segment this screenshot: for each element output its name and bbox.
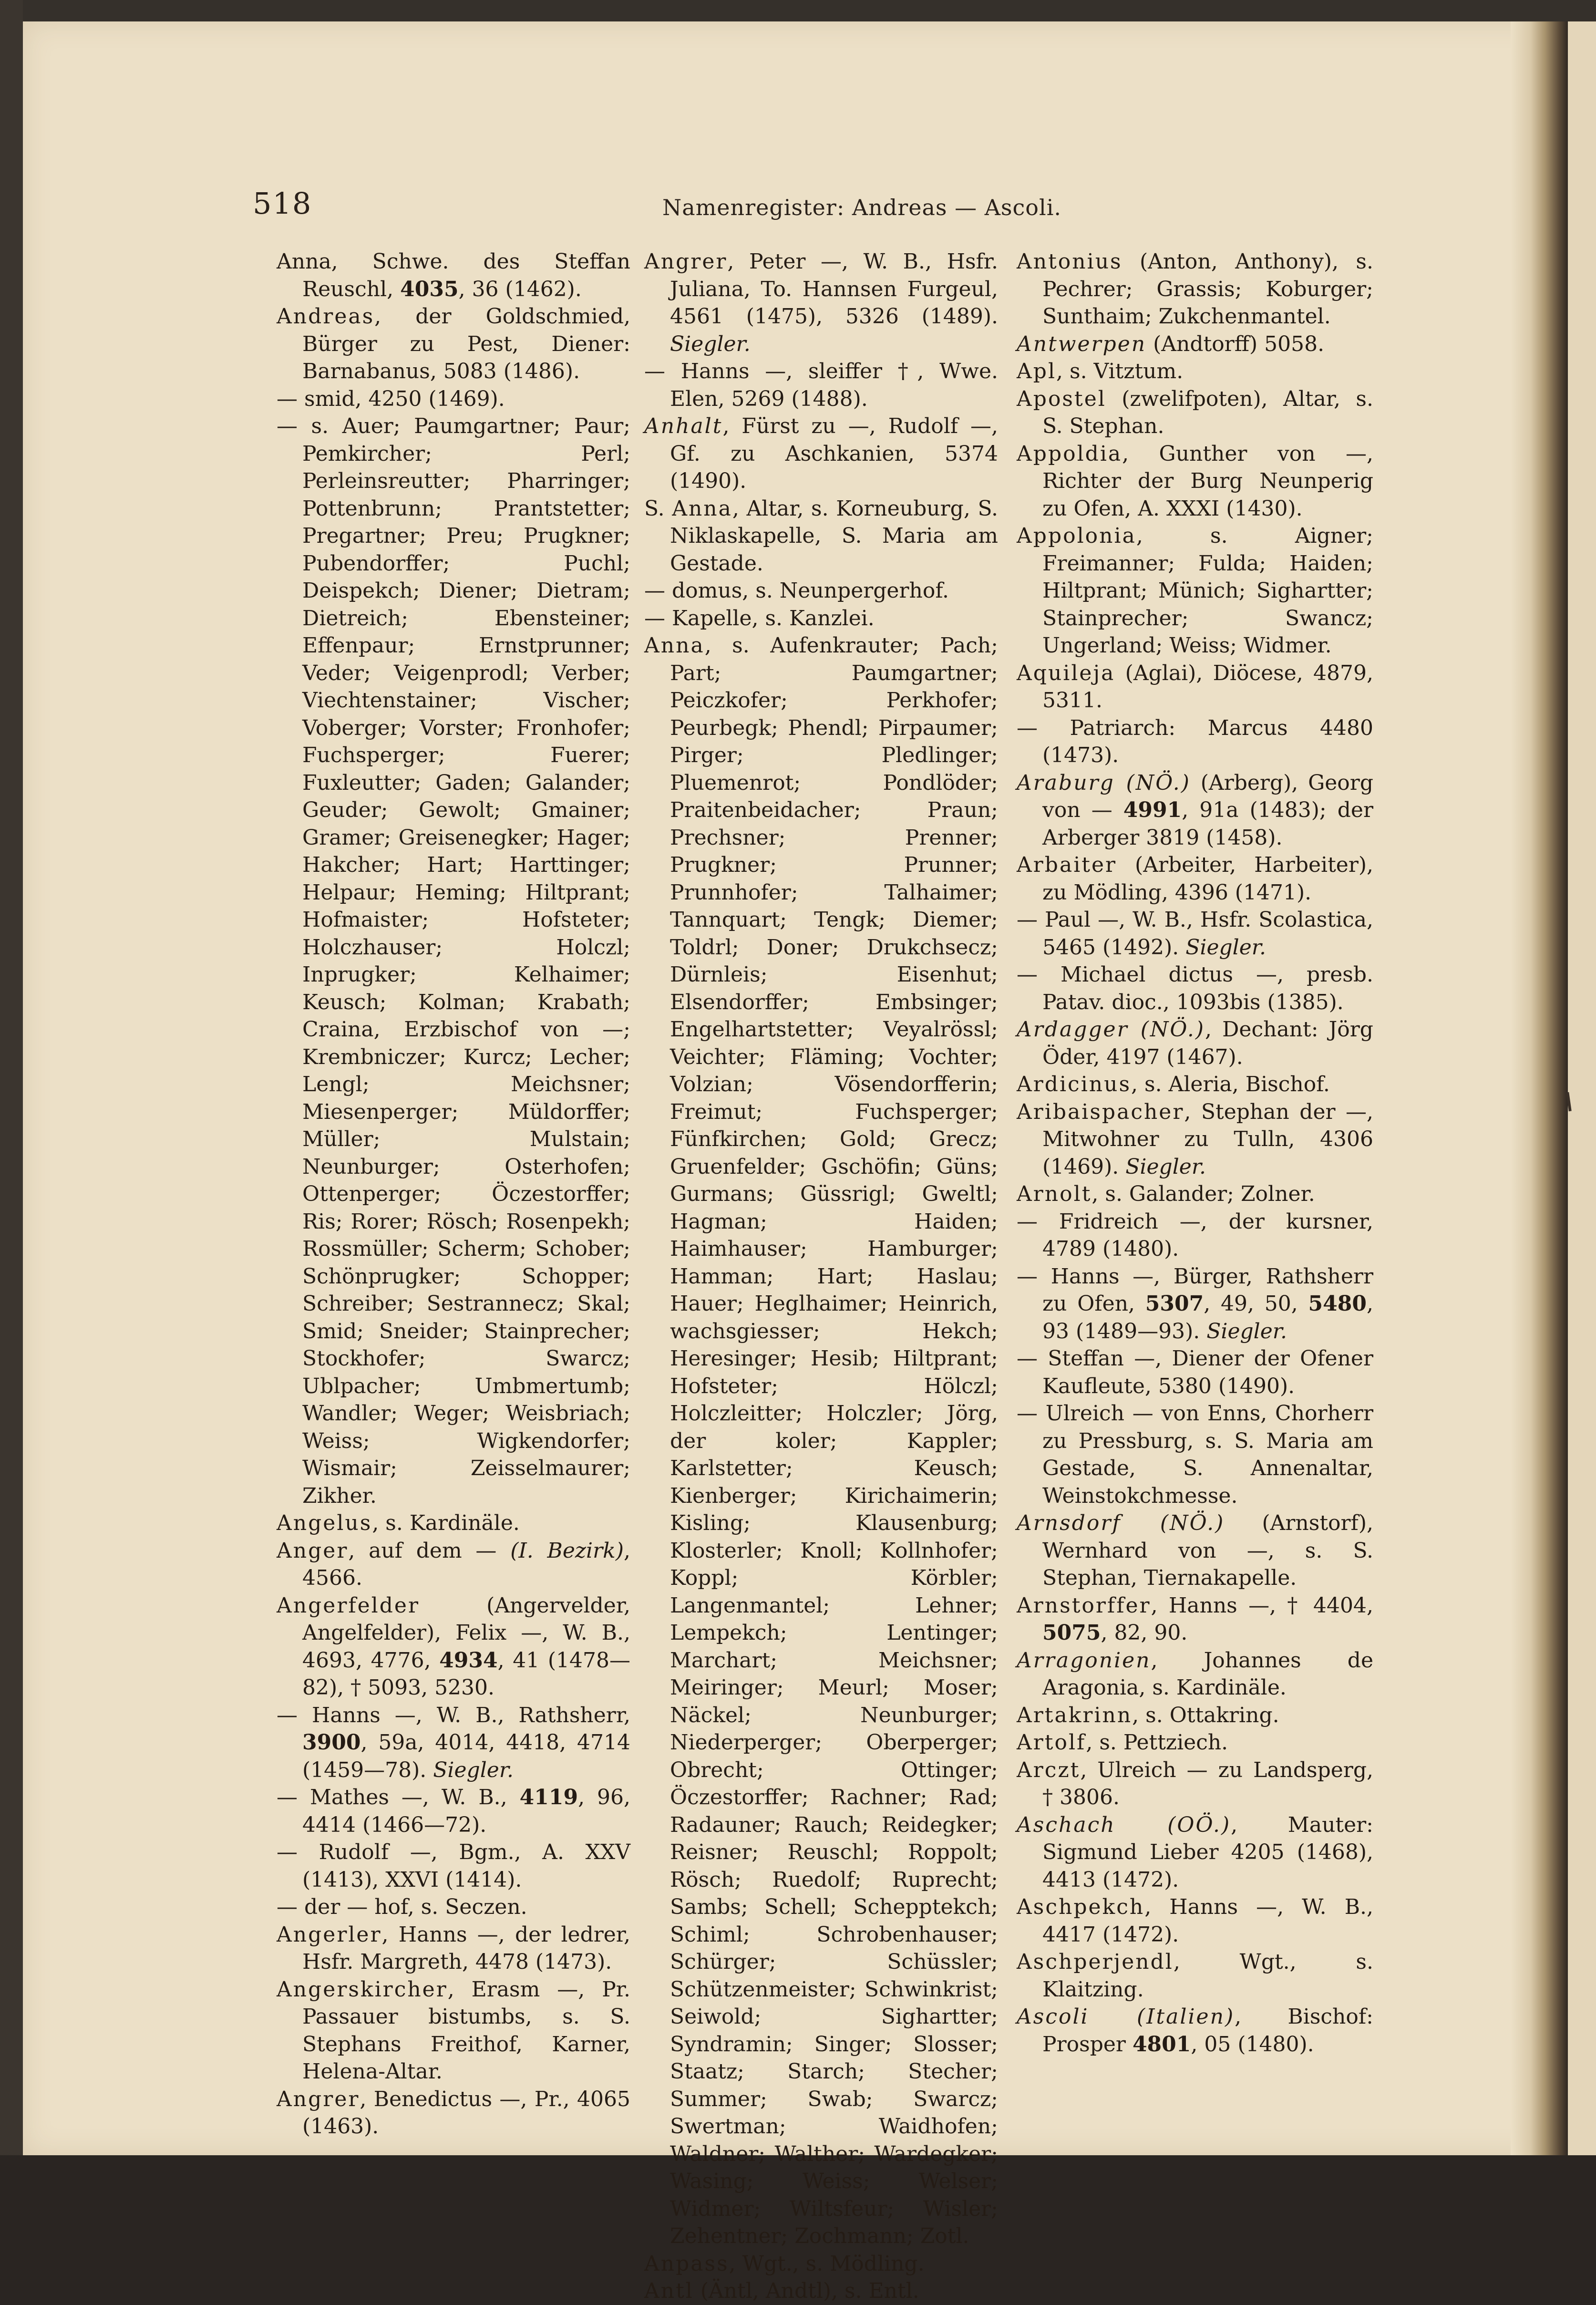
index-entry: Anna, s. Aufenkrauter; Pach; Part; Paumgartner; Peiczkofer; Perkhofer; Peurbegk; Phendl; Pirpaumer; Pirger; Pledlinger; Pluemenrot; Pondlöder; Praitenbeidacher; Praun; Prechsner; Prenner; Prugkner; Prunner; Prunnhofer; Talhaimer; Tannquart; Tengk; Diemer; Toldrl; Doner; Drukchsecz; Dürnleis; Eisenhut; Elsendorffer; Embsinger; Engelhartstetter; Veyalrössl; Veichter; Fläming; Vochter; Volzian; Vösendorfferin; Freimut; Fuchsperger; Fünfkirchen; Gold; Grecz; Gruenfelder; Gschöfin; Güns; Gurmans; Güssrigl; Gweltl; Hagman; Haiden; Haimhauser; Hamburger; Hamman; Hart; Haslau; Hauer; Heglhaimer; Heinrich, wachsgiesser; Hekch; Heresinger; Hesib; Hiltprant; Hofsteter; Hölczl; Holczleitter; Holczler; Jörg, der koler; Kappler; Karlstetter; Keusch; Kienberger; Kirichaimerin; Kisling; Klausenburg; Klosterler; Knoll; Kollnhofer; Koppl; Körbler; Langenmantel; Lehner; Lempekch; Lentinger; Marchart; Meichsner; Meiringer; Meurl; Moser; Näckel; Neunburger; Niederperger; Oberperger; Obrecht; Ottinger; Öczestorffer; Rachner; Rad; Radauner; Rauch; Reidegker; Reisner; Reuschl; Roppolt; Rösch; Ruedolf; Ruprecht; Sambs; Schell; Schepptekch; Schiml; Schrobenhauser; Schürger; Schüssler; Schützenmeister; Schwinkrist; Seiwold; Sighartter; Syndramin; Singer; Slosser; Staatz; Starch; Stecher; Summer; Swab; Swarcz; Swertman; Waidhofen; Waldner; Walther; Wardegker; Wasing; Weiss; Welser; Widmer; Wiltsfeur; Wisler; Zehentner; Zochmann; Zotl. [644, 633, 998, 2248]
index-entry: Appolonia, s. Aigner; Freimanner; Fulda; Haiden; Hiltprant; Münich; Sighartter; Stainprecher; Swancz; Ungerland; Weiss; Widmer. [1017, 524, 1373, 658]
index-entry: Angrer, Benedictus —, Pr., 4065 (1463). [277, 2087, 630, 2139]
index-entry: Artakrinn, s. Ottakring. [1017, 1703, 1279, 1727]
index-entry: Ascoli (Italien), Bischof: Prosper 4801, 05 (1480). [1017, 2005, 1373, 2057]
index-entry: Anpass, Wgt., s. Mödling. [644, 2251, 925, 2276]
index-entry: — Mathes —, W. B., 4119, 96, 4414 (1466—72). [277, 1785, 630, 1837]
index-entry: — domus, s. Neunpergerhof. [644, 579, 949, 603]
page-number: 518 [253, 186, 312, 221]
index-entry: Arczt, Ulreich — zu Landsperg, † 3806. [1017, 1757, 1373, 1809]
index-entry: — Patriarch: Marcus 4480 (1473). [1017, 715, 1373, 767]
index-column-right [1017, 248, 1373, 2058]
index-entry: Anger, auf dem — (I. Bezirk), 4566. [277, 1538, 630, 1590]
index-entry: Aschperjendl, Wgt., s. Klaitzing. [1017, 1950, 1373, 2002]
index-entry: — s. Auer; Paumgartner; Paur; Pemkircher; Perl; Perleinsreutter; Pharringer; Pottenbrunn; Prantstetter; Pregartner; Preu; Prugkner; Pubendorffer; Puchl; Deispekch; Diener; Dietram; Dietreich; Ebensteiner; Effenpaur; Ernstprunner; Veder; Veigenprodl; Verber; Viechtenstainer; Vischer; Voberger; Vorster; Fronhofer; Fuchsperger; Fuerer; Fuxleutter; Gaden; Galander; Geuder; Gewolt; Gmainer; Gramer; Greisenegker; Hager; Hakcher; Hart; Harttinger; Helpaur; Heming; Hiltprant; Hofmaister; Hofsteter; Holczhauser; Holczl; Inprugker; Kelhaimer; Keusch; Kolman; Krabath; Craina, Erzbischof von —; Krembniczer; Kurcz; Lecher; Lengl; Meichsner; Miesenperger; Müldorffer; Müller; Mulstain; Neunburger; Osterhofen; Ottenperger; Öczestorffer; Ris; Rorer; Rösch; Rosenpekh; Rossmüller; Scherm; Schober; Schönprugker; Schopper; Schreiber; Sestrannecz; Skal; Smid; Sneider; Stainprecher; Stockhofer; Swarcz; Ublpacher; Umbmertumb; Wandler; Weger; Weisbriach; Weiss; Wigkendorfer; Wismair; Zeisselmaurer; Zikher. [277, 414, 630, 1508]
index-entry: Appoldia, Gunther von —, Richter der Burg Neunperig zu Ofen, A. XXXI (1430). [1017, 441, 1373, 521]
index-entry: Antwerpen (Andtorff) 5058. [1017, 331, 1325, 356]
index-entry: — Hanns —, Bürger, Rathsherr zu Ofen, 5307, 49, 50, 5480, 93 (1489—93). Siegler. [1017, 1264, 1373, 1344]
index-entry: — Michael dictus —, presb. Patav. dioc., 1093bis (1385). [1017, 962, 1373, 1014]
index-entry: Araburg (NÖ.) (Arberg), Georg von — 4991, 91a (1483); der Arberger 3819 (1458). [1017, 770, 1373, 850]
index-column-left [277, 248, 630, 2140]
index-entry: Antl (Äntl, Andtl), s. Entl. [644, 2279, 919, 2303]
running-head: Namenregister: Andreas — Ascoli. [662, 195, 1062, 220]
index-entry: Anhalt, Fürst zu —, Rudolf —, Gf. zu Aschkanien, 5374 (1490). [644, 414, 998, 493]
index-entry: Angrer, Peter —, W. B., Hsfr. Juliana, To. Hannsen Furgeul, 4561 (1475), 5326 (1489). Siegler. [644, 249, 998, 356]
index-entry: — Ulreich — von Enns, Chorherr zu Pressburg, s. S. Maria am Gestade, S. Annenaltar, Weinstokchmesse. [1017, 1401, 1373, 1508]
index-entry: — Hanns —, sleiffer †, Wwe. Elen, 5269 (1488). [644, 359, 998, 411]
index-entry: — Rudolf —, Bgm., A. XXV (1413), XXVI (1414). [277, 1840, 630, 1892]
index-column-middle [644, 248, 998, 2305]
index-entry: — Kapelle, s. Kanzlei. [644, 606, 875, 631]
index-entry: Arbaiter (Arbeiter, Harbeiter), zu Mödling, 4396 (1471). [1017, 853, 1373, 905]
next-page-sliver [1568, 21, 1596, 2155]
index-entry: Angerler, Hanns —, der ledrer, Hsfr. Margreth, 4478 (1473). [277, 1922, 630, 1974]
index-entry: — Steffan —, Diener der Ofener Kaufleute, 5380 (1490). [1017, 1346, 1373, 1398]
scan-border-left [0, 0, 23, 2155]
index-entry: — smid, 4250 (1469). [277, 386, 505, 411]
index-entry: — Hanns —, W. B., Rathsherr, 3900, 59a, 4014, 4418, 4714 (1459—78). Siegler. [277, 1703, 630, 1782]
index-entry: Arragonien, Johannes de Aragonia, s. Kardinäle. [1017, 1648, 1373, 1700]
index-entry: Aschach (OÖ.), Mauter: Sigmund Lieber 4205 (1468), 4413 (1472). [1017, 1812, 1373, 1892]
index-entry: Anna, Schwe. des Steffan Reuschl, 4035, 36 (1462). [277, 249, 630, 301]
index-entry: Arnsdorf (NÖ.) (Arnstorf), Wernhard von —, s. S. Stephan, Tiernakapelle. [1017, 1511, 1373, 1590]
index-entry: Angelus, s. Kardinäle. [277, 1511, 520, 1535]
index-entry: Andreas, der Goldschmied, Bürger zu Pest, Diener: Barnabanus, 5083 (1486). [277, 304, 630, 383]
page-edge-shadow [1511, 21, 1568, 2155]
index-entry: Aribaispacher, Stephan der —, Mitwohner zu Tulln, 4306 (1469). Siegler. [1017, 1099, 1373, 1179]
index-entry: Angerskircher, Erasm —, Pr. Passauer bistumbs, s. S. Stephans Freithof, Karner, Helena-Altar. [277, 1977, 630, 2084]
index-entry: Arnolt, s. Galander; Zolner. [1017, 1182, 1315, 1206]
index-entry: — Paul —, W. B., Hsfr. Scolastica, 5465 (1492). Siegler. [1017, 908, 1373, 960]
index-entry: — Fridreich —, der kursner, 4789 (1480). [1017, 1209, 1373, 1261]
index-entry: Apostel (zwelifpoten), Altar, s. S. Stephan. [1017, 386, 1373, 438]
index-entry: Ardagger (NÖ.), Dechant: Jörg Öder, 4197 (1467). [1017, 1017, 1373, 1069]
index-entry: Apl, s. Vitztum. [1017, 359, 1184, 383]
index-entry: Antonius (Anton, Anthony), s. Pechrer; Grassis; Koburger; Sunthaim; Zukchenmantel. [1017, 249, 1373, 329]
index-entry: Arnstorffer, Hanns —, † 4404, 5075, 82, 90. [1017, 1593, 1373, 1645]
index-entry: S. Anna, Altar, s. Korneuburg, S. Niklaskapelle, S. Maria am Gestade. [644, 496, 999, 576]
index-entry: — der — hof, s. Seczen. [277, 1895, 527, 1919]
index-entry: Aquileja (Aglai), Diöcese, 4879, 5311. [1017, 661, 1373, 713]
index-entry: Artolf, s. Pettziech. [1017, 1730, 1228, 1755]
index-entry: Aschpekch, Hanns —, W. B., 4417 (1472). [1017, 1895, 1373, 1947]
index-entry: Angerfelder (Angervelder, Angelfelder), Felix —, W. B., 4693, 4776, 4934, 41 (1478—82), † 5093, 5230. [277, 1593, 630, 1700]
index-entry: Ardicinus, s. Aleria, Bischof. [1017, 1072, 1330, 1096]
